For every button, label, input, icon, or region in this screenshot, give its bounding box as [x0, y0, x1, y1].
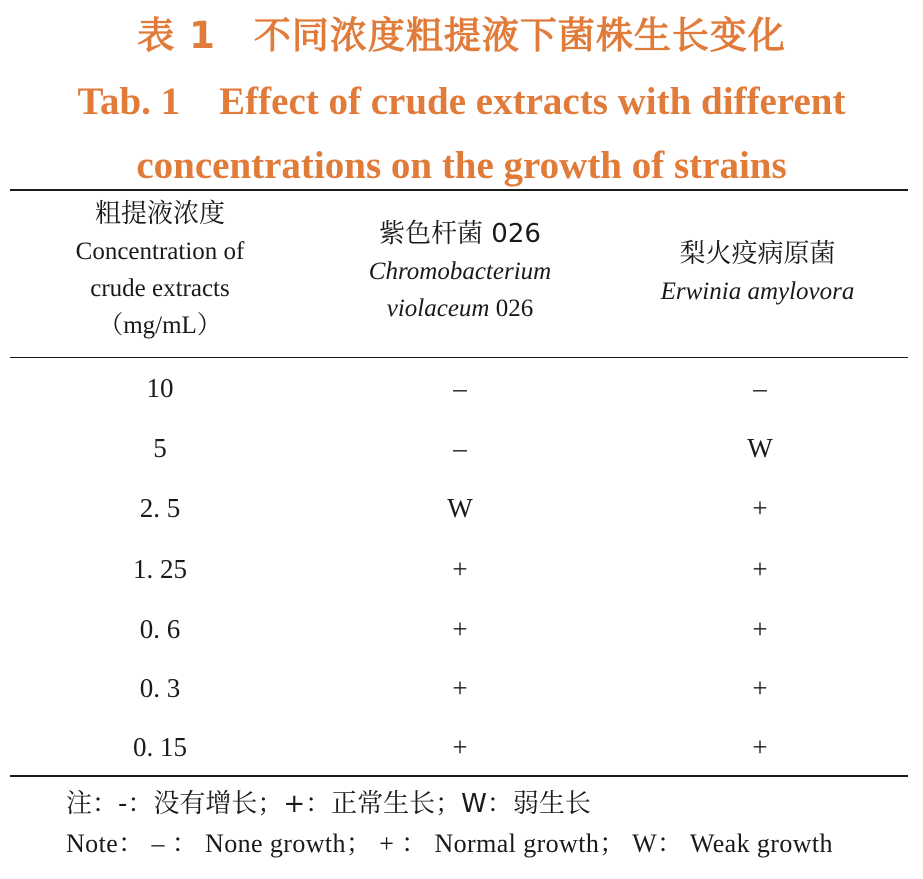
- table-row: [0, 668, 923, 708]
- table-row: [0, 727, 923, 767]
- header-chromobacterium-code: 026: [489, 295, 534, 322]
- cell-chromobacterium: +: [452, 673, 468, 703]
- table-row: [0, 549, 923, 589]
- header-concentration-en1: Concentration of: [75, 238, 245, 265]
- table-title-cn: 表 1 不同浓度粗提液下菌株生长变化: [137, 14, 786, 57]
- header-chromobacterium: [320, 216, 600, 327]
- cell-concentration: 0. 3: [139, 673, 181, 703]
- cell-erwinia: +: [752, 673, 768, 703]
- header-chromobacterium-cn: 紫色杆菌 026: [379, 219, 541, 249]
- header-erwinia: [620, 236, 895, 310]
- cell-concentration: 10: [146, 373, 174, 403]
- header-chromobacterium-genus: Chromobacterium: [368, 258, 552, 285]
- table-title-en-line2: concentrations on the growth of strains: [136, 144, 787, 187]
- table-row: [0, 428, 923, 468]
- header-concentration-cn: 粗提液浓度: [94, 199, 225, 229]
- cell-chromobacterium: +: [452, 732, 468, 762]
- cell-chromobacterium: –: [453, 433, 467, 463]
- cell-erwinia: +: [752, 493, 768, 523]
- cell-erwinia: W: [747, 433, 773, 463]
- cell-chromobacterium: +: [452, 614, 468, 644]
- header-concentration: [20, 196, 300, 344]
- cell-erwinia: +: [752, 554, 768, 584]
- table-header-rule: [10, 357, 908, 358]
- table-title-en-line1: Tab. 1 Effect of crude extracts with different: [77, 80, 846, 123]
- table-note-en: Note： – ： None growth； + ： Normal growth； W： Weak growth: [66, 829, 833, 858]
- cell-concentration: 5: [153, 433, 167, 463]
- table-row: [0, 609, 923, 649]
- header-erwinia-sci: Erwinia amylovora: [660, 278, 855, 305]
- header-chromobacterium-species: violaceum: [386, 295, 490, 322]
- cell-erwinia: –: [753, 373, 767, 403]
- cell-concentration: 0. 15: [133, 732, 187, 762]
- cell-chromobacterium: W: [447, 493, 473, 523]
- cell-erwinia: +: [752, 732, 768, 762]
- cell-chromobacterium: –: [453, 373, 467, 403]
- header-erwinia-cn: 梨火疫病原菌: [679, 239, 836, 269]
- cell-erwinia: +: [752, 614, 768, 644]
- table-bottom-rule: [10, 775, 908, 777]
- header-concentration-unit: （mg/mL）: [98, 312, 222, 339]
- cell-concentration: 2. 5: [139, 493, 181, 523]
- table-top-rule: [10, 189, 908, 191]
- cell-chromobacterium: +: [452, 554, 468, 584]
- header-concentration-en2: crude extracts: [90, 275, 230, 302]
- cell-concentration: 0. 6: [139, 614, 181, 644]
- table-title-en: [0, 70, 923, 198]
- table-row: [0, 488, 923, 528]
- table-note-cn: 注：-：没有增长；+：正常生长；W：弱生长: [66, 789, 591, 819]
- cell-concentration: 1. 25: [133, 554, 187, 584]
- table-row: [0, 368, 923, 408]
